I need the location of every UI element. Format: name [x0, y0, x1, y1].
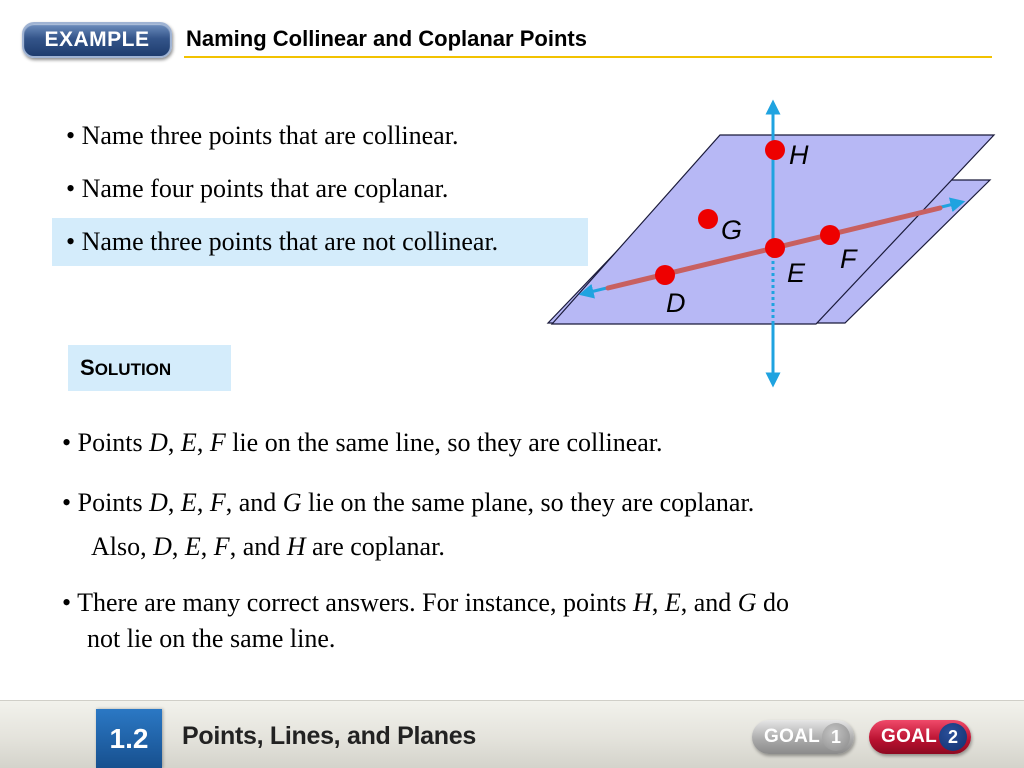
answer-collinear [62, 428, 663, 458]
answer-text: , [196, 428, 210, 457]
point-name: H [286, 532, 306, 561]
question-collinear: • Name three points that are collinear. [66, 121, 459, 150]
answer-text: are coplanar. [305, 532, 445, 561]
goal-2-button[interactable] [869, 720, 971, 754]
label-g: G [721, 215, 743, 245]
point-g [698, 209, 718, 229]
answer-text: , [200, 532, 214, 561]
example-badge-label: EXAMPLE [44, 28, 150, 51]
goal-2-label: GOAL [881, 726, 938, 747]
point-name: D [149, 488, 168, 517]
point-e [765, 238, 785, 258]
point-f [820, 225, 840, 245]
point-name: D [149, 428, 168, 457]
label-e: E [787, 258, 806, 288]
goal-1-label: GOAL [764, 726, 821, 747]
goal-1-number: 1 [822, 723, 850, 751]
point-name: E [180, 488, 197, 517]
answer-text: , [651, 588, 665, 617]
answer-text: • Points [62, 488, 150, 517]
page-title: Naming Collinear and Coplanar Points [186, 26, 587, 51]
point-name: F [209, 488, 226, 517]
point-h [765, 140, 785, 160]
answer-coplanar [62, 488, 754, 518]
point-name: E [184, 532, 201, 561]
goal-1-button[interactable] [752, 720, 854, 754]
answer-not-collinear-cont: not lie on the same line. [87, 624, 336, 653]
answer-text: , and [225, 488, 283, 517]
answer-not-collinear [62, 588, 789, 618]
point-name: D [153, 532, 172, 561]
answer-text: lie on the same plane, so they are coplanar. [301, 488, 755, 517]
point-d [655, 265, 675, 285]
question-not-collinear: • Name three points that are not collinear. [66, 227, 499, 256]
section-number: 1.2 [109, 723, 149, 754]
point-name: G [737, 588, 757, 617]
planes-diagram [540, 95, 1010, 390]
section-title: Points, Lines, and Planes [182, 722, 476, 750]
answer-text: , [171, 532, 185, 561]
answer-text: , and [680, 588, 738, 617]
answer-text: , and [229, 532, 287, 561]
solution-label-initial: S [80, 355, 95, 380]
point-name: F [209, 428, 226, 457]
point-name: E [664, 588, 681, 617]
answer-coplanar-also [91, 532, 445, 562]
question-coplanar: • Name four points that are coplanar. [66, 174, 449, 203]
solution-label [80, 355, 171, 381]
answer-text: , [196, 488, 210, 517]
point-name: G [282, 488, 302, 517]
label-d: D [666, 288, 686, 318]
answer-text: • Points [62, 428, 150, 457]
answer-text: • There are many correct answers. For instance, points [62, 588, 634, 617]
label-f: F [840, 244, 857, 274]
answer-text: do [756, 588, 790, 617]
section-number-tile [96, 709, 162, 768]
answer-text: , [167, 488, 181, 517]
example-badge [22, 22, 172, 58]
answer-text: lie on the same line, so they are collinear. [225, 428, 663, 457]
label-h: H [789, 140, 809, 170]
answer-text: , [167, 428, 181, 457]
answer-text: Also, [91, 532, 154, 561]
point-name: F [213, 532, 230, 561]
goal-2-number: 2 [939, 723, 967, 751]
header-divider [184, 56, 992, 58]
solution-label-rest: OLUTION [94, 360, 172, 379]
point-name: H [633, 588, 652, 617]
point-name: E [180, 428, 197, 457]
